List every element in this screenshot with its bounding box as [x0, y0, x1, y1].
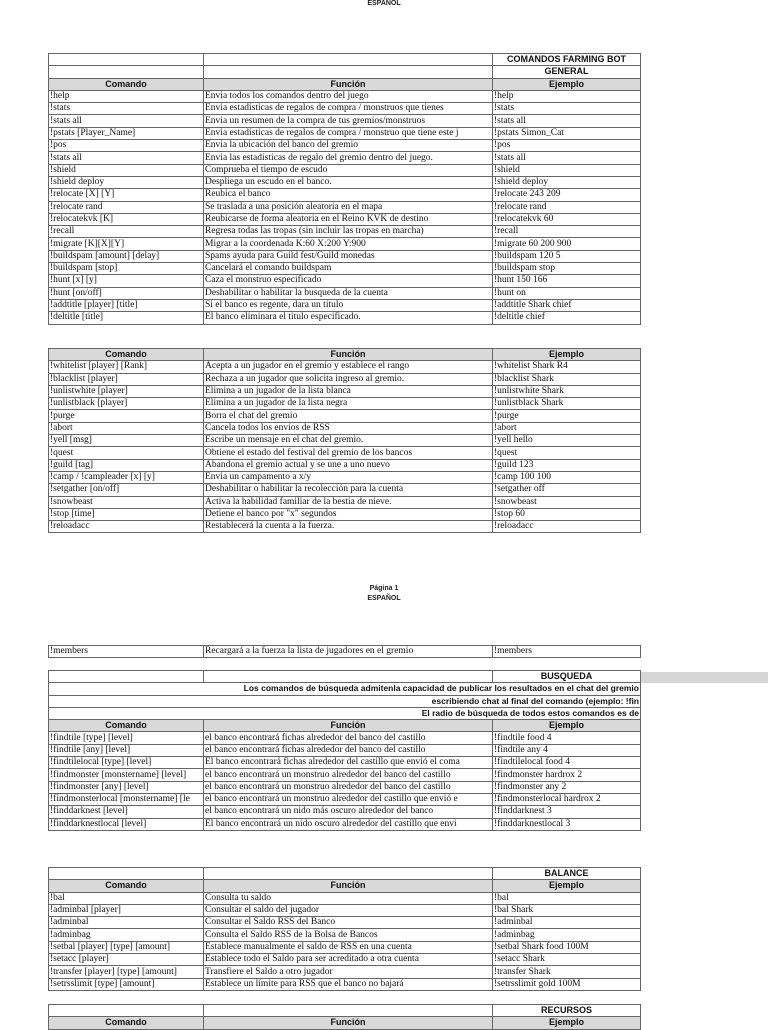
table-row	[49, 978, 641, 990]
function-cell: Regresa todas las tropas (sin incluir las tropas en marcha)	[204, 226, 493, 238]
command-cell: !stop [time]	[49, 508, 204, 520]
command-cell: !adminbag	[49, 929, 204, 941]
function-cell: Escribe un mensaje en el chat del gremio.	[204, 435, 493, 447]
table-row	[49, 904, 641, 916]
function-cell: El banco eliminara el titulo especificado.	[204, 312, 493, 324]
function-cell: Borra el chat del gremio	[204, 410, 493, 422]
table-title: COMANDOS FARMING BOT	[493, 54, 641, 66]
command-cell: !transfer [player] [type] [amount]	[49, 966, 204, 978]
command-cell: !findmonsterlocal [monstername] [le	[49, 793, 204, 805]
example-cell: !findtile any 4	[493, 744, 641, 756]
command-cell: !finddarknestlocal [level]	[49, 818, 204, 830]
command-cell: !help	[49, 90, 204, 102]
example-cell: !members	[493, 646, 641, 658]
command-cell: !stats	[49, 103, 204, 115]
command-cell: !relocatekvk [K]	[49, 213, 204, 225]
command-cell: !relocate [X] [Y]	[49, 189, 204, 201]
table-row	[49, 385, 641, 397]
command-cell: !shield deploy	[49, 176, 204, 188]
command-cell: !reloadacc	[49, 521, 204, 533]
page-header-language: ESPAÑOL	[367, 0, 401, 7]
command-cell: !stats all	[49, 115, 204, 127]
example-cell: !adminbal	[493, 917, 641, 929]
function-cell: Si el banco es regente, dara un titulo	[204, 299, 493, 311]
example-cell: !migrate 60 200 900	[493, 238, 641, 250]
command-cell: !findtile [any] [level]	[49, 744, 204, 756]
function-cell: el banco encontrará fichas alrededor del banco del castillo	[204, 744, 493, 756]
example-cell: !whitelist Shark R4	[493, 361, 641, 373]
example-cell: !bal	[493, 892, 641, 904]
table-row	[49, 646, 641, 658]
command-cell: !setgather [on/off]	[49, 484, 204, 496]
command-cell: !unlistblack [player]	[49, 398, 204, 410]
function-cell: Restablecerá la cuenta a la fuerza.	[204, 521, 493, 533]
table-row	[49, 90, 641, 102]
table-row	[49, 373, 641, 385]
table-row	[49, 929, 641, 941]
column-header-command: Comando	[49, 1017, 204, 1029]
command-cell: !recall	[49, 226, 204, 238]
function-cell: Reubica el banco	[204, 189, 493, 201]
column-header-command: Comando	[49, 349, 204, 361]
table-row	[49, 954, 641, 966]
column-header-function: Función	[204, 349, 493, 361]
command-cell: !guild [tag]	[49, 459, 204, 471]
table-row	[49, 164, 641, 176]
table-row	[49, 312, 641, 324]
command-cell: !hunt [on/off]	[49, 287, 204, 299]
example-cell: !setrsslimit gold 100M	[493, 978, 641, 990]
table-row	[49, 226, 641, 238]
example-cell: !guild 123	[493, 459, 641, 471]
table-title: BUSQUEDA	[493, 671, 641, 683]
column-header-command: Comando	[49, 78, 204, 90]
function-cell: Envia estadísticas de regalos de compra / monstruo que tiene este j	[204, 127, 493, 139]
column-header-example: Ejemplo	[493, 1017, 641, 1029]
command-cell: !abort	[49, 422, 204, 434]
column-header-command: Comando	[49, 880, 204, 892]
table-row	[49, 250, 641, 262]
example-cell: !stats all	[493, 115, 641, 127]
table-row	[49, 201, 641, 213]
table-row	[49, 140, 641, 152]
function-cell: Rechaza a un jugador que solicita ingreso al gremio.	[204, 373, 493, 385]
command-cell: !adminbal	[49, 917, 204, 929]
table-row	[49, 471, 641, 483]
table-row	[49, 484, 641, 496]
column-header-function: Función	[204, 1017, 493, 1029]
table-row	[49, 781, 641, 793]
table-row	[49, 521, 641, 533]
search-note-1: Los comandos de búsqueda admitenla capacidad de publicar los resultados en el chat del gremio	[49, 683, 641, 695]
command-cell: !findmonster [monstername] [level]	[49, 769, 204, 781]
table-row	[49, 966, 641, 978]
table-row	[49, 213, 641, 225]
command-cell: !shield	[49, 164, 204, 176]
example-cell: !abort	[493, 422, 641, 434]
example-cell: !pos	[493, 140, 641, 152]
command-cell: !findtile [type] [level]	[49, 732, 204, 744]
table-row	[49, 127, 641, 139]
command-cell: !purge	[49, 410, 204, 422]
example-cell: !findmonster any 2	[493, 781, 641, 793]
function-cell: Consulta el Saldo RSS de la Bolsa de Bancos	[204, 929, 493, 941]
function-cell: Obtiene el estado del festival del gremio de los bancos	[204, 447, 493, 459]
column-header-example: Ejemplo	[493, 880, 641, 892]
example-cell: !stats	[493, 103, 641, 115]
table-row	[49, 422, 641, 434]
function-cell: Transfiere el Saldo a otro jugador	[204, 966, 493, 978]
example-cell: !hunt 150 166	[493, 275, 641, 287]
command-cell: !migrate [K][X][Y]	[49, 238, 204, 250]
example-cell: !unlistwhite Shark	[493, 385, 641, 397]
command-cell: !setrsslimit [type] [amount]	[49, 978, 204, 990]
table-row	[49, 818, 641, 830]
command-cell: !findmonster [any] [level]	[49, 781, 204, 793]
function-cell: Envia un campamento a x/y	[204, 471, 493, 483]
column-header-function: Función	[204, 880, 493, 892]
example-cell: !shield deploy	[493, 176, 641, 188]
table-row	[49, 275, 641, 287]
command-cell: !deltitle [title]	[49, 312, 204, 324]
function-cell: Caza el monstruo especificado	[204, 275, 493, 287]
function-cell: Consultar el Saldo RSS del Banco	[204, 917, 493, 929]
example-cell: !recall	[493, 226, 641, 238]
command-cell: !buildspam [stop]	[49, 263, 204, 275]
function-cell: el banco encontrará fichas alrededor del banco del castillo	[204, 732, 493, 744]
gray-highlight-bar	[640, 672, 768, 683]
column-header-command: Comando	[49, 720, 204, 732]
example-cell: !blacklist Shark	[493, 373, 641, 385]
command-cell: !buildspam [amount] [delay]	[49, 250, 204, 262]
example-cell: !help	[493, 90, 641, 102]
command-cell: !stats all	[49, 152, 204, 164]
example-cell: !deltitle chief	[493, 312, 641, 324]
command-cell: !findtilelocal [type] [level]	[49, 757, 204, 769]
table-row	[49, 152, 641, 164]
table-row	[49, 744, 641, 756]
table-row	[49, 115, 641, 127]
table-row	[49, 287, 641, 299]
general-commands-table	[48, 53, 641, 325]
command-cell: !yell [msg]	[49, 435, 204, 447]
balance-commands-table	[48, 867, 641, 991]
function-cell: Deshabilitar o habilitar la busqueda de la cuenta	[204, 287, 493, 299]
function-cell: Envia un resumen de la compra de tus gremios/monstruos	[204, 115, 493, 127]
function-cell: Envia la ubicación del banco del gremio	[204, 140, 493, 152]
command-cell: !bal	[49, 892, 204, 904]
example-cell: !findmonsterlocal hardrox 2	[493, 793, 641, 805]
function-cell: Elimina a un jugador de la lista blanca	[204, 385, 493, 397]
function-cell: Se traslada a una posición aleatoria en el mapa	[204, 201, 493, 213]
example-cell: !finddarknest 3	[493, 806, 641, 818]
table-row	[49, 917, 641, 929]
table-row	[49, 508, 641, 520]
function-cell: el banco encontrará un monstruo alrededor del banco del castillo	[204, 769, 493, 781]
table-row	[49, 176, 641, 188]
example-cell: !relocate rand	[493, 201, 641, 213]
search-note-2: escribiendo chat al final del comando (ejemplo: !fin	[49, 695, 641, 707]
example-cell: !adminbag	[493, 929, 641, 941]
table-row	[49, 757, 641, 769]
example-cell: !setacc Shark	[493, 954, 641, 966]
table-row	[49, 263, 641, 275]
example-cell: !relocatekvk 60	[493, 213, 641, 225]
function-cell: Recargará a la fuerza la lista de jugadores en el gremio	[204, 646, 493, 658]
example-cell: !quest	[493, 447, 641, 459]
column-header-example: Ejemplo	[493, 720, 641, 732]
function-cell: Consulta tu saldo	[204, 892, 493, 904]
members-row-table	[48, 645, 641, 658]
command-cell: !camp / !campleader [x] [y]	[49, 471, 204, 483]
table-row	[49, 806, 641, 818]
table-row	[49, 361, 641, 373]
command-cell: !members	[49, 646, 204, 658]
table-title: RECURSOS	[493, 1005, 641, 1017]
search-commands-table	[48, 670, 641, 831]
function-cell: Envia las estadísticas de regalo del gremio dentro del juego.	[204, 152, 493, 164]
table-row	[49, 793, 641, 805]
function-cell: Abandona el gremio actual y se une a uno nuevo	[204, 459, 493, 471]
function-cell: Envia estadísticas de regalos de compra / monstruos que tienes	[204, 103, 493, 115]
function-cell: Comprueba el tiempo de escudo	[204, 164, 493, 176]
example-cell: !camp 100 100	[493, 471, 641, 483]
table-row	[49, 447, 641, 459]
function-cell: Cancelará el comando buildspam	[204, 263, 493, 275]
command-cell: !addtitle [player] [title]	[49, 299, 204, 311]
function-cell: Spams ayuda para Guild fest/Guild monedas	[204, 250, 493, 262]
command-cell: !hunt [x] [y]	[49, 275, 204, 287]
command-cell: !quest	[49, 447, 204, 459]
example-cell: !unlistblack Shark	[493, 398, 641, 410]
function-cell: Despliega un escudo en el banco.	[204, 176, 493, 188]
resources-commands-table	[48, 1004, 641, 1030]
function-cell: Establece todo el Saldo para ser acreditado a otra cuenta	[204, 954, 493, 966]
command-cell: !setbal [player] [type] [amount]	[49, 941, 204, 953]
function-cell: el banco encontrará un monstruo alrededor del banco del castillo	[204, 781, 493, 793]
table-row	[49, 941, 641, 953]
function-cell: Migrar a la coordenada K:60 X:200 Y:900	[204, 238, 493, 250]
function-cell: Acepta a un jugador en el gremio y establece el rango	[204, 361, 493, 373]
command-cell: !setacc [player]	[49, 954, 204, 966]
column-header-function: Función	[204, 78, 493, 90]
example-cell: !stats all	[493, 152, 641, 164]
function-cell: Detiene el banco por "x" segundos	[204, 508, 493, 520]
table-row	[49, 299, 641, 311]
function-cell: Activa la habilidad familiar de la bestia de nieve.	[204, 496, 493, 508]
function-cell: Establece un límite para RSS que el banco no bajará	[204, 978, 493, 990]
function-cell: Reubicarse de forma aleatoria en el Reino KVK de destino	[204, 213, 493, 225]
table-row	[49, 435, 641, 447]
example-cell: !buildspam stop	[493, 263, 641, 275]
section-subtitle: GENERAL	[493, 66, 641, 78]
function-cell: el banco encontrará un monstruo alrededor del castillo que envió e	[204, 793, 493, 805]
command-cell: !adminbal [player]	[49, 904, 204, 916]
table-row	[49, 496, 641, 508]
guild-commands-table	[48, 348, 641, 533]
command-cell: !pstats [Player_Name]	[49, 127, 204, 139]
function-cell: Deshabilitar o habilitar la recolección para la cuenta	[204, 484, 493, 496]
function-cell: Cancela todos los envíos de RSS	[204, 422, 493, 434]
table-row	[49, 459, 641, 471]
example-cell: !hunt on	[493, 287, 641, 299]
command-cell: !relocate rand	[49, 201, 204, 213]
column-header-function: Función	[204, 720, 493, 732]
command-cell: !blacklist [player]	[49, 373, 204, 385]
column-header-example: Ejemplo	[493, 349, 641, 361]
example-cell: !stop 60	[493, 508, 641, 520]
example-cell: !setgather off	[493, 484, 641, 496]
example-cell: !reloadacc	[493, 521, 641, 533]
example-cell: !finddarknestlocal 3	[493, 818, 641, 830]
function-cell: Establece manualmente el saldo de RSS en una cuenta	[204, 941, 493, 953]
table-row	[49, 398, 641, 410]
function-cell: Consultar el saldo del jugador	[204, 904, 493, 916]
command-cell: !unlistwhite [player]	[49, 385, 204, 397]
example-cell: !yell hello	[493, 435, 641, 447]
example-cell: !setbal Shark food 100M	[493, 941, 641, 953]
example-cell: !findtilelocal food 4	[493, 757, 641, 769]
example-cell: !pstats Simon_Cat	[493, 127, 641, 139]
table-row	[49, 103, 641, 115]
command-cell: !snowbeast	[49, 496, 204, 508]
table-title: BALANCE	[493, 868, 641, 880]
example-cell: !transfer Shark	[493, 966, 641, 978]
function-cell: el banco encontrará un nido más oscuro alrededor del banco	[204, 806, 493, 818]
example-cell: !snowbeast	[493, 496, 641, 508]
function-cell: Elimina a un jugador de la lista negra	[204, 398, 493, 410]
page-number-label: Página 1	[369, 585, 399, 592]
table-row	[49, 410, 641, 422]
command-cell: !finddarknest [level]	[49, 806, 204, 818]
example-cell: !bal Shark	[493, 904, 641, 916]
function-cell: El banco encontrará un nido oscuro alrededor del castillo que envi	[204, 818, 493, 830]
function-cell: El banco encontrará fichas alrededor del castillo que envió el coma	[204, 757, 493, 769]
page-header-language: ESPAÑOL	[367, 595, 401, 602]
table-row	[49, 892, 641, 904]
search-note-3: El radio de búsqueda de todos estos comandos es de	[49, 707, 641, 719]
table-row	[49, 189, 641, 201]
example-cell: !addtitle Shark chief	[493, 299, 641, 311]
command-cell: !whitelist [player] [Rank]	[49, 361, 204, 373]
table-row	[49, 732, 641, 744]
command-cell: !pos	[49, 140, 204, 152]
example-cell: !relocate 243 209	[493, 189, 641, 201]
example-cell: !findtile food 4	[493, 732, 641, 744]
example-cell: !purge	[493, 410, 641, 422]
example-cell: !buildspam 120 5	[493, 250, 641, 262]
example-cell: !shield	[493, 164, 641, 176]
function-cell: Envia todos los comandos dentro del juego	[204, 90, 493, 102]
table-row	[49, 238, 641, 250]
example-cell: !findmonster hardrox 2	[493, 769, 641, 781]
column-header-example: Ejemplo	[493, 78, 641, 90]
table-row	[49, 769, 641, 781]
